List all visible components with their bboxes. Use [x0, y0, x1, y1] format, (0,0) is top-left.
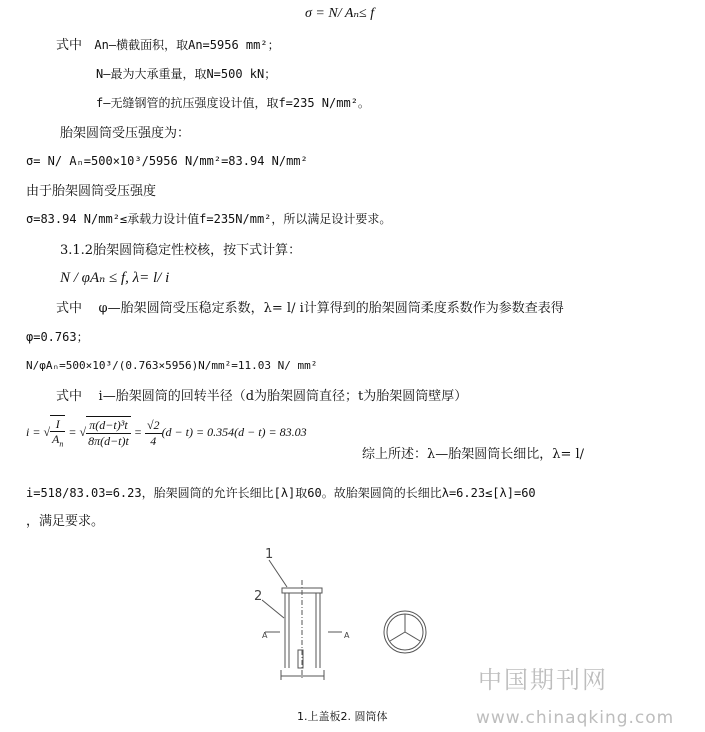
- summary: 综上所述：λ—胎架圆筒长细比，λ= l/: [362, 447, 585, 462]
- def-an: An—横截面积，取An=5956 mm²；: [94, 38, 280, 52]
- svg-text:A: A: [344, 631, 350, 640]
- watermark-chinese: 中国期刊网: [478, 666, 608, 694]
- phi-definition: 式中 φ—胎架圆筒受压稳定系数，λ= l/ i计算得到的胎架圆筒柔度系数作为参数查表得: [56, 301, 564, 316]
- cylinder-section: [384, 611, 426, 653]
- stress-check: σ=83.94 N/mm²≤承载力设计值f=235N/mm²，所以满足设计要求。: [26, 212, 392, 226]
- watermark-url: www.chinaqking.com: [476, 708, 675, 728]
- radius-formula: i = √ $\frac{I}{A_n}$ = √ $\frac{\text{π(d−t)³t}}{8\pi(d-t)t}$ = $\frac{√2}{4}$ (d − t) = 0.354(d − t) = 83.03: [26, 417, 307, 449]
- where-label-1: 式中 An—横截面积，取An=5956 mm²；: [56, 38, 280, 53]
- stress-reason: 由于胎架圆筒受压强度: [26, 184, 157, 199]
- lambda-end: ，满足要求。: [26, 514, 105, 529]
- formula-top: σ = N/ Aₙ≤ f: [305, 6, 375, 21]
- i-definition: 式中 i—胎架圆筒的回转半径（d为胎架圆筒直径；t为胎架圆筒壁厚）: [56, 389, 468, 404]
- def-n: N—最为大承重量，取N=500 kN；: [96, 67, 277, 81]
- svg-text:1: 1: [265, 547, 274, 562]
- stress-calc: σ= N/ Aₙ=500×10³/5956 N/mm²=83.94 N/mm²: [26, 154, 308, 168]
- stability-heading: 3.1.2胎架圆筒稳定性校核，按下式计算：: [60, 243, 302, 258]
- svg-text:A: A: [262, 631, 268, 640]
- svg-text:2: 2: [254, 589, 263, 604]
- stress-heading: 胎架圆筒受压强度为：: [60, 126, 191, 141]
- cylinder-drawing: [240, 540, 440, 690]
- stability-calc: N/φAₙ=500×10³/(0.763×5956)N/mm²=11.03 N/ mm²: [26, 359, 318, 372]
- lambda-calc: i=518/83.03=6.23，胎架圆筒的允许长细比[λ]取60。故胎架圆筒的长细比λ=6.23≤[λ]=60: [26, 486, 536, 500]
- cylinder-elevation: [262, 560, 342, 680]
- phi-value: φ=0.763；: [26, 330, 89, 344]
- stability-formula: N / φAₙ ≤ f, λ= l/ i: [60, 270, 170, 286]
- def-f: f—无缝钢管的抗压强度设计值，取f=235 N/mm²。: [96, 96, 370, 110]
- figure-caption: 1.上盖板2. 圆筒体: [297, 710, 388, 723]
